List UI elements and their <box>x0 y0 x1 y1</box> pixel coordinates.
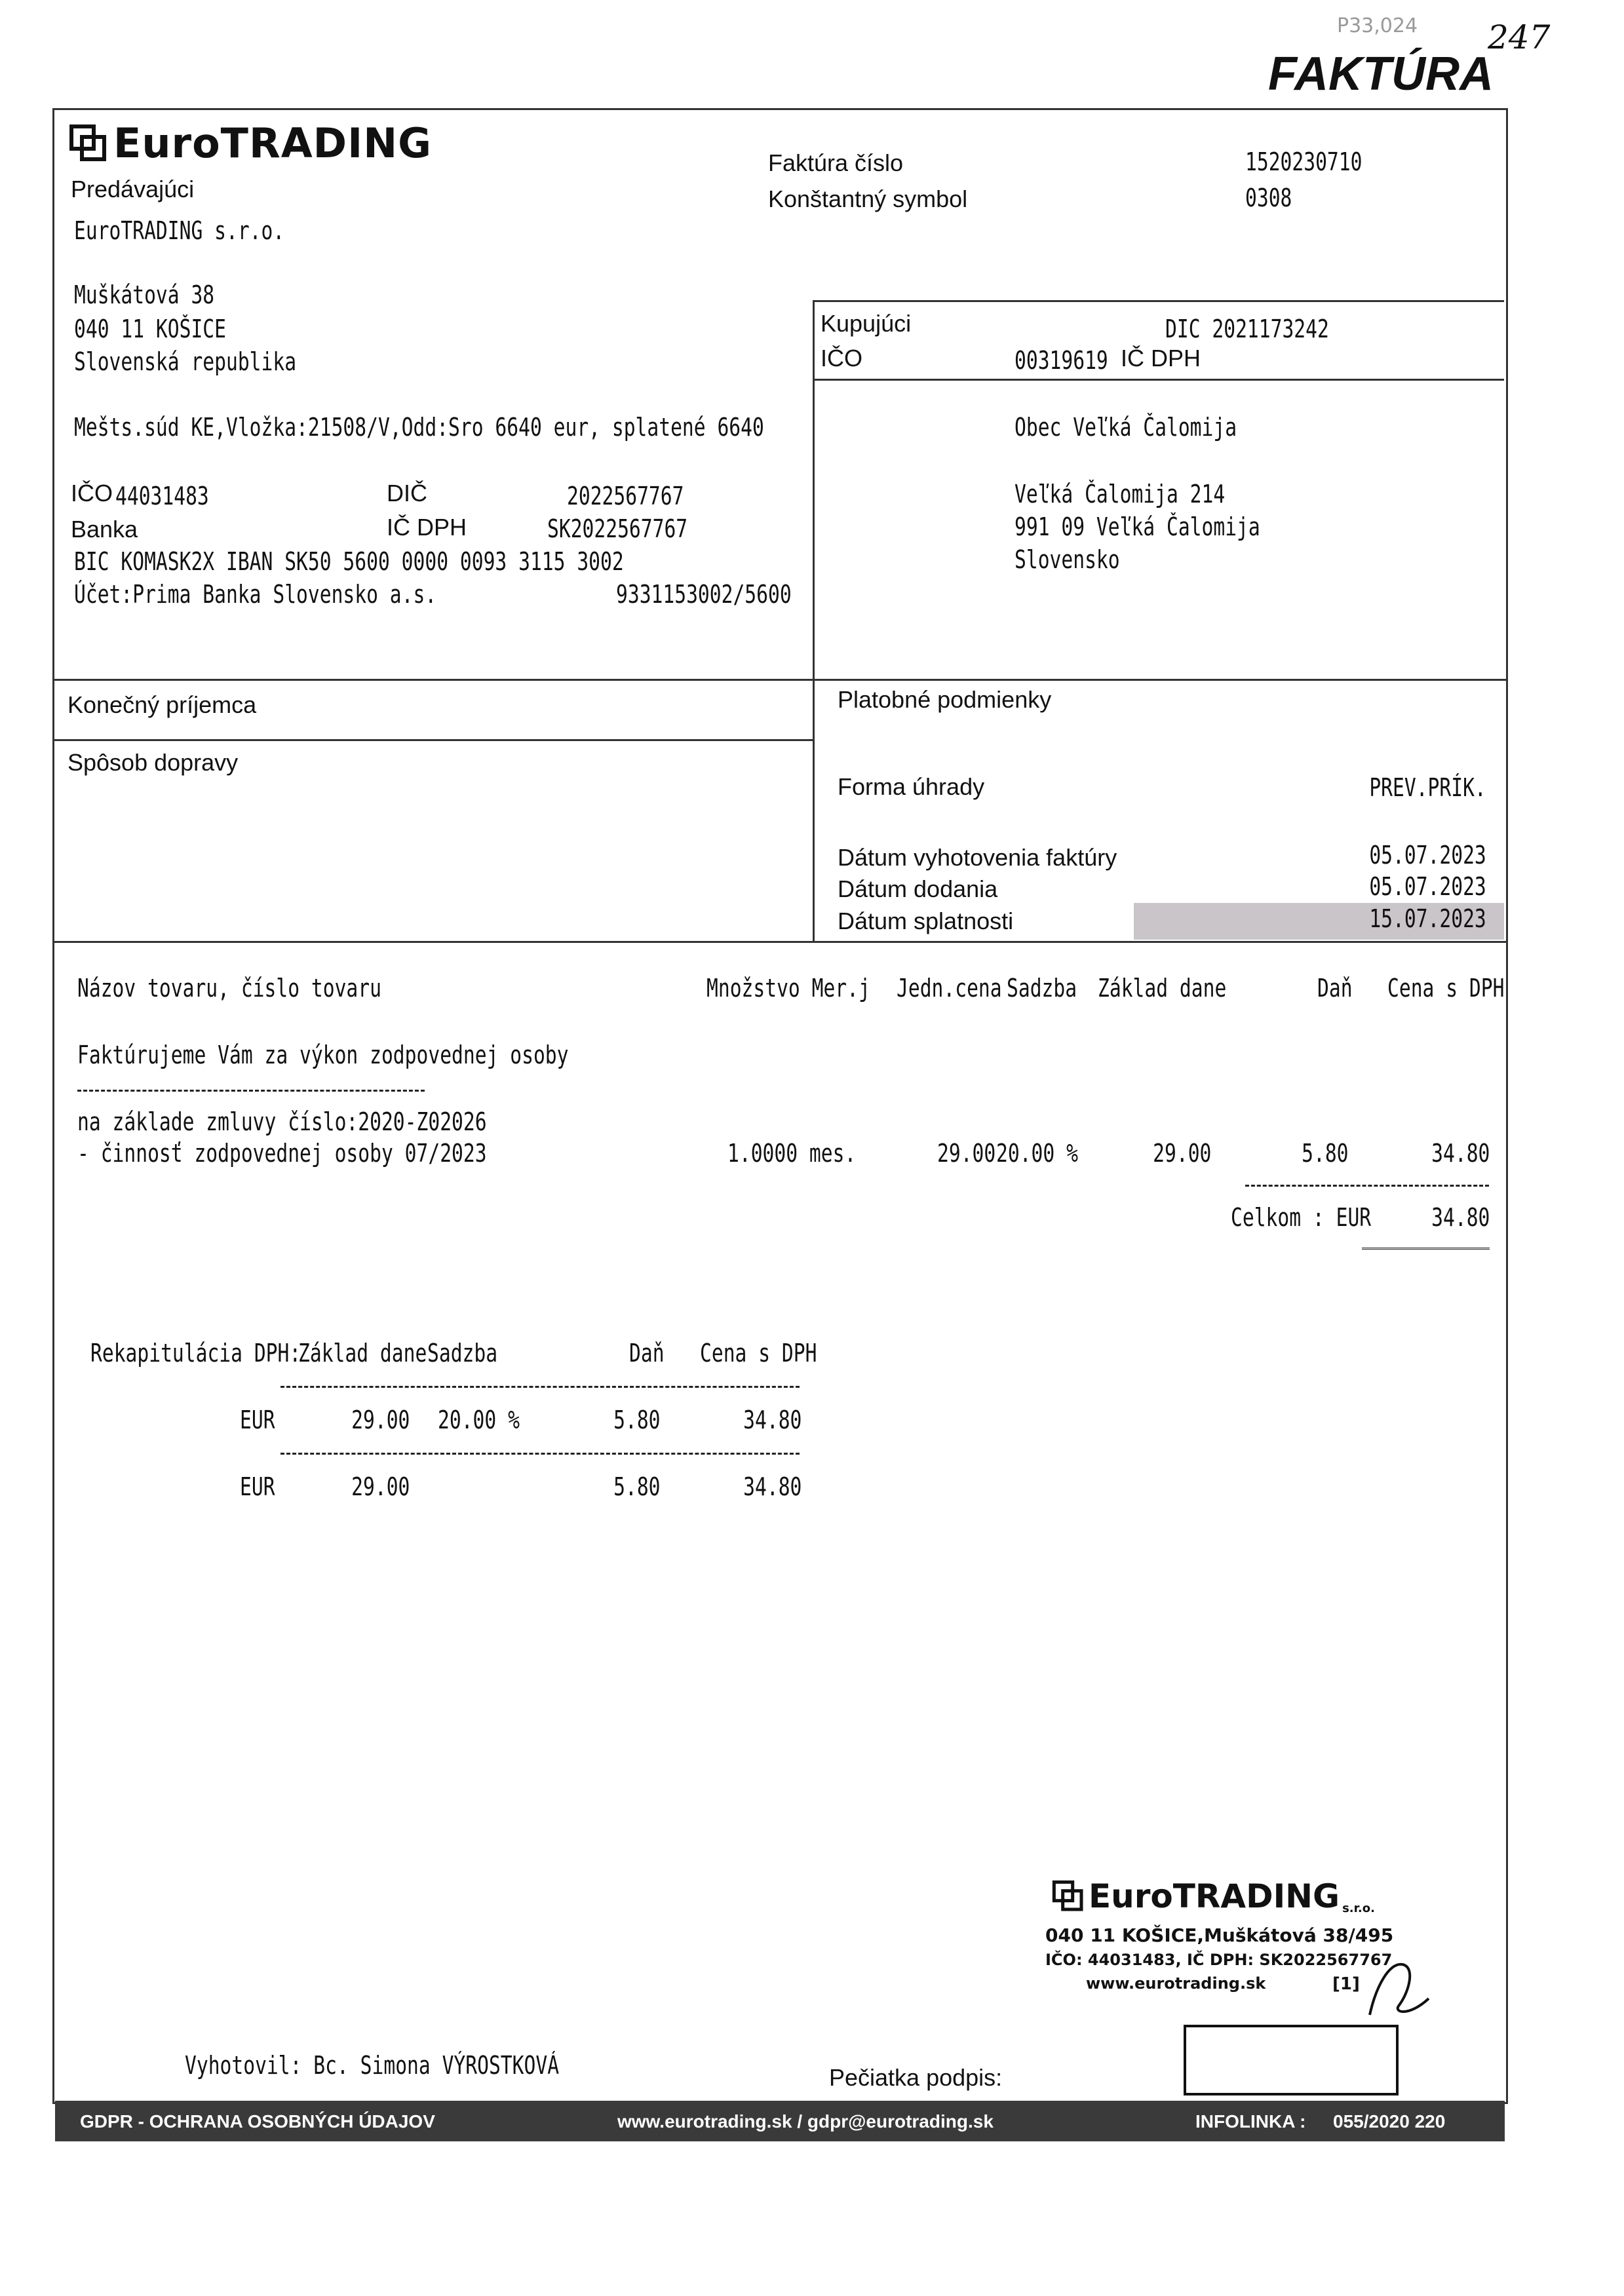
seller-logo-text: EuroTRADING <box>113 119 432 167</box>
due-date: 15.07.2023 <box>1369 904 1486 933</box>
seller-label: Predávajúci <box>71 176 195 202</box>
seller-name: EuroTRADING s.r.o. <box>74 216 285 245</box>
stamp-logo-text: EuroTRADING <box>1089 1877 1340 1915</box>
vat-recap-rate-header: Sadzba <box>427 1339 498 1368</box>
seller-dic: 2022567767 <box>567 482 684 510</box>
stamp-ids: IČO: 44031483, IČ DPH: SK2022567767 <box>1045 1951 1393 1969</box>
col-tax-header: Daň <box>1317 974 1353 1003</box>
payment-form-value: PREV.PRÍK. <box>1369 773 1486 802</box>
vat-row-currency: EUR <box>240 1406 275 1434</box>
items-contract: na základe zmluvy číslo:2020-Z02026 <box>77 1107 487 1136</box>
stamp-mark: [1] <box>1332 1974 1360 1994</box>
item-unit-price: 29.00 <box>937 1139 996 1168</box>
signature-label: Pečiatka podpis: <box>829 2064 1003 2091</box>
item-description: - činnosť zodpovednej osoby 07/2023 <box>77 1139 487 1168</box>
issue-date-label: Dátum vyhotovenia faktúry <box>838 844 1117 871</box>
seller-icdph-label: IČ DPH <box>387 514 467 541</box>
buyer-ico: 00319619 <box>1015 346 1108 375</box>
vat-recap-tax-header: Daň <box>629 1339 665 1368</box>
vat-sum-total: 34.80 <box>743 1472 802 1501</box>
buyer-label: Kupujúci <box>821 310 912 337</box>
vat-recap-rule-2 <box>280 1453 800 1455</box>
buyer-city: 991 09 Veľká Čalomija <box>1015 512 1260 541</box>
seller-account: Účet:Prima Banka Slovensko a.s. <box>74 580 437 609</box>
seller-registry: Mešts.súd KE,Vložka:21508/V,Odd:Sro 6640 eur, splatené 6640 <box>74 413 764 442</box>
total-double-rule <box>1362 1248 1490 1252</box>
delivery-date-label: Dátum dodania <box>838 875 998 902</box>
vat-row-base: 29.00 <box>351 1406 410 1434</box>
buyer-box-top <box>813 300 1504 302</box>
vat-sum-base: 29.00 <box>351 1472 410 1501</box>
seller-account-number: 9331153002/5600 <box>616 580 792 609</box>
col-qty-header: Množstvo Mer.j <box>706 974 870 1003</box>
vat-recap-rule-1 <box>280 1386 800 1388</box>
stamp-logo-icon <box>1052 1880 1085 1913</box>
footer-bar <box>55 2101 1505 2141</box>
vat-row-total: 34.80 <box>743 1406 802 1434</box>
col-base-header: Základ dane <box>1098 974 1227 1003</box>
col-total-header: Cena s DPH <box>1387 974 1505 1003</box>
footer-infolinka: 055/2020 220 <box>1333 2111 1446 2132</box>
seller-city: 040 11 KOŠICE <box>74 315 226 343</box>
item-total: 34.80 <box>1431 1139 1490 1168</box>
footer-infolinka-label: INFOLINKA : <box>1195 2111 1306 2132</box>
middle-top-rule <box>52 679 1506 681</box>
buyer-name: Obec Veľká Čalomija <box>1015 413 1237 442</box>
issued-by: Vyhotovil: Bc. Simona VÝROSTKOVÁ <box>185 2051 560 2080</box>
vat-recap-title: Rekapitulácia DPH: <box>90 1339 301 1368</box>
items-intro: Faktúrujeme Vám za výkon zodpovednej osoby <box>77 1041 569 1069</box>
seller-ico-label: IČO <box>71 480 113 507</box>
due-date-label: Dátum splatnosti <box>838 908 1014 934</box>
stamp-logo-suffix: s.r.o. <box>1342 1902 1375 1915</box>
handwritten-mark: 247 <box>1488 18 1551 56</box>
signature-scribble <box>1363 1959 1442 2018</box>
buyer-icdph-label: IČ DPH <box>1121 345 1201 372</box>
buyer-box-left <box>813 300 815 679</box>
col-name-header: Názov tovaru, číslo tovaru <box>77 974 381 1003</box>
total-rule <box>1245 1185 1489 1187</box>
footer-web[interactable]: www.eurotrading.sk / gdpr@eurotrading.sk <box>617 2111 994 2132</box>
payment-form-label: Forma úhrady <box>838 773 985 800</box>
stamp-address: 040 11 KOŠICE,Muškátová 38/495 <box>1045 1924 1394 1946</box>
eurotrading-logo-icon <box>69 124 108 163</box>
middle-bottom-rule <box>52 941 1506 943</box>
item-tax: 5.80 <box>1302 1139 1349 1168</box>
invoice-number-label: Faktúra číslo <box>768 149 904 176</box>
buyer-country: Slovensko <box>1015 545 1120 574</box>
transport-label: Spôsob dopravy <box>68 749 239 776</box>
invoice-number: 1520230710 <box>1245 147 1363 176</box>
items-intro-underline <box>77 1090 425 1092</box>
seller-bank-label: Banka <box>71 516 138 543</box>
constant-symbol-label: Konštantný symbol <box>768 185 968 212</box>
item-base: 29.00 <box>1152 1139 1211 1168</box>
middle-divider <box>813 679 815 941</box>
recipient-label: Konečný príjemca <box>68 691 257 718</box>
payment-title: Platobné podmienky <box>838 686 1052 713</box>
issue-date: 05.07.2023 <box>1369 841 1486 870</box>
item-rate: 20.00 % <box>996 1139 1078 1168</box>
seller-logo <box>69 119 432 167</box>
buyer-ico-label: IČO <box>821 345 863 372</box>
buyer-street: Veľká Čalomija 214 <box>1015 480 1226 508</box>
stamp-web: www.eurotrading.sk <box>1086 1974 1266 1993</box>
buyer-box-sep <box>813 379 1504 381</box>
col-rate-header: Sadzba <box>1007 974 1077 1003</box>
stamp-number: P33,024 <box>1337 14 1418 37</box>
seller-icdph: SK2022567767 <box>547 514 688 543</box>
stamp-logo <box>1052 1877 1375 1915</box>
vat-recap-base-header: Základ dane <box>298 1339 427 1368</box>
delivery-date: 05.07.2023 <box>1369 872 1486 901</box>
vat-sum-tax: 5.80 <box>613 1472 661 1501</box>
invoice-frame <box>52 108 1508 2104</box>
vat-row-tax: 5.80 <box>613 1406 661 1434</box>
document-title: FAKTÚRA <box>1268 48 1494 100</box>
constant-symbol: 0308 <box>1245 183 1292 212</box>
seller-ico: 44031483 <box>115 482 209 510</box>
seller-street: Muškátová 38 <box>74 280 215 309</box>
recipient-rule <box>52 739 813 741</box>
total-label: Celkom : EUR <box>1231 1203 1372 1232</box>
vat-recap-total-header: Cena s DPH <box>700 1339 817 1368</box>
seller-dic-label: DIČ <box>387 480 427 507</box>
item-qty: 1.0000 mes. <box>727 1139 857 1168</box>
seller-bic-iban: BIC KOMASK2X IBAN SK50 5600 0000 0093 3115 3002 <box>74 547 624 576</box>
total-value: 34.80 <box>1431 1203 1490 1232</box>
signature-box <box>1184 2025 1399 2095</box>
vat-sum-currency: EUR <box>240 1472 275 1501</box>
buyer-dic: DIC 2021173242 <box>1165 315 1329 343</box>
vat-row-rate: 20.00 % <box>438 1406 520 1434</box>
col-unit-price-header: Jedn.cena <box>897 974 1002 1003</box>
footer-gdpr: GDPR - OCHRANA OSOBNÝCH ÚDAJOV <box>80 2111 435 2132</box>
seller-country: Slovenská republika <box>74 347 297 376</box>
